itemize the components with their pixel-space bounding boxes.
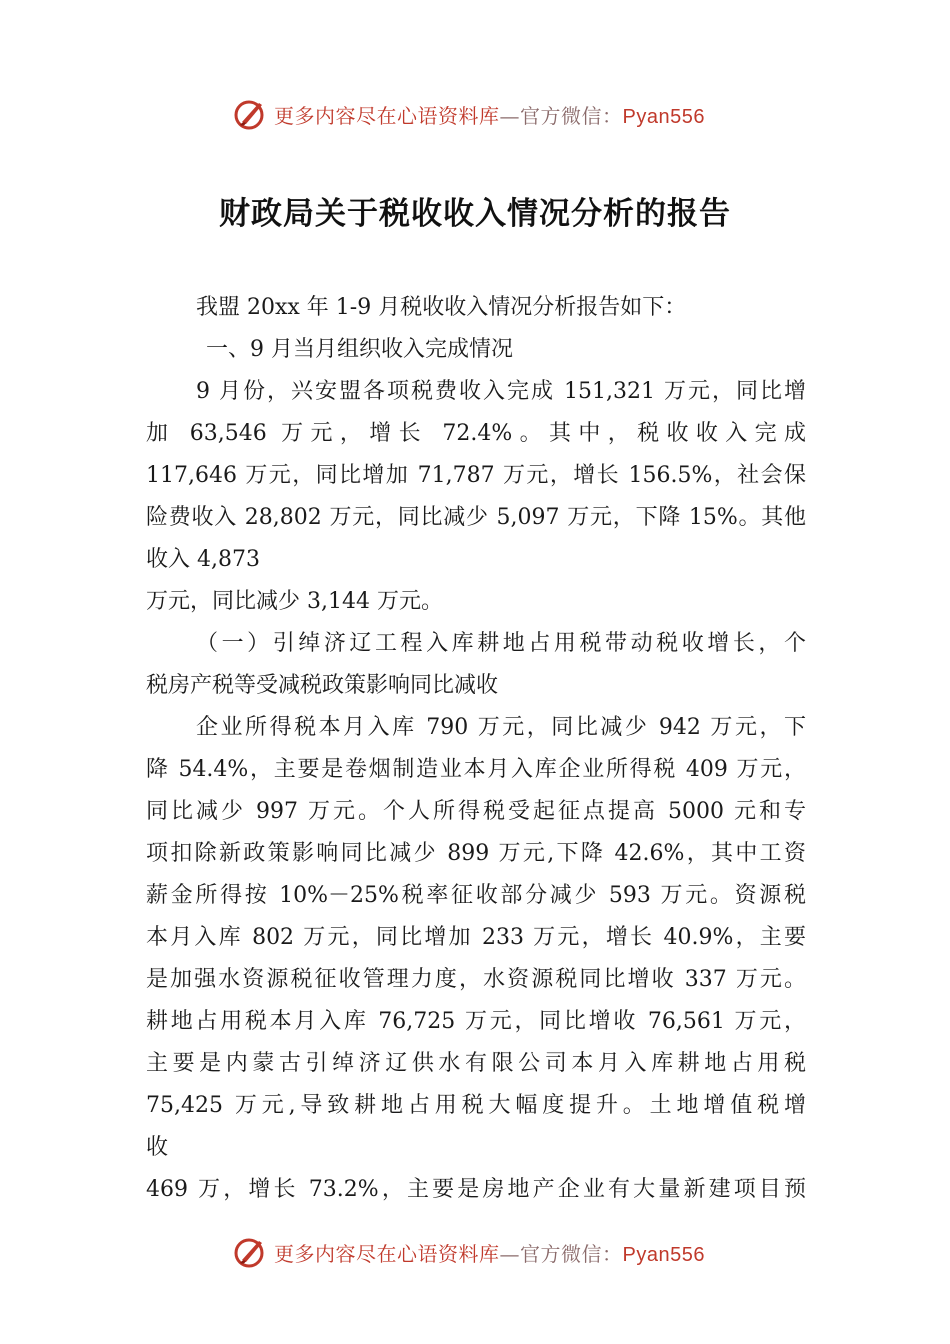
watermark-wechat-label: —官方微信： [499,103,623,128]
paragraph-line: 薪金所得按 10%－25%税率征收部分减少 593 万元。资源税 [146,883,806,908]
paragraph-line: 469 万，增长 73.2%，主要是房地产企业有大量新建项目预 [146,1177,806,1202]
paragraph-line: 加 63,546 万元，增长 72.4%。其中，税收收入完成 [146,421,806,446]
watermark-banner-bottom [232,1232,732,1272]
paragraph-line: 主要是内蒙古引绰济辽供水有限公司本月入库耕地占用税 [146,1051,806,1076]
brush-logo-icon [232,96,268,132]
watermark-wechat-label: —官方微信： [499,1241,623,1266]
watermark-banner-top [232,94,732,134]
paragraph-line: 本月入库 802 万元，同比增加 233 万元，增长 40.9%，主要 [146,925,806,950]
intro-line: 我盟 20xx 年 1-9 月税收收入情况分析报告如下： [196,295,687,320]
subsection-heading-1-cont: 税房产税等受减税政策影响同比减收 [146,673,499,698]
section-heading-1: 一、9 月当月组织收入完成情况 [206,337,513,362]
watermark-site-name: 更多内容尽在心语资料库 [274,1241,500,1266]
document-title: 财政局关于税收收入情况分析的报告 [219,196,731,232]
paragraph-line: 75,425 万元,导致耕地占用税大幅度提升。土地增值税增 [146,1093,806,1118]
watermark-wechat-id: Pyan556 [622,105,705,128]
paragraph-line: 耕地占用税本月入库 76,725 万元，同比增收 76,561 万元， [146,1009,806,1034]
paragraph-line: 117,646 万元，同比增加 71,787 万元，增长 156.5%，社会保 [146,463,806,488]
paragraph-line: 是加强水资源税征收管理力度，水资源税同比增收 337 万元。 [146,967,806,992]
paragraph-line: 企业所得税本月入库 790 万元，同比减少 942 万元，下 [196,715,806,740]
watermark-text [274,100,705,129]
paragraph-line: 收入 4,873 [146,547,260,572]
watermark-wechat-id: Pyan556 [622,1243,705,1266]
paragraph-line: 同比减少 997 万元。个人所得税受起征点提高 5000 元和专 [146,799,806,824]
watermark-text [274,1238,705,1267]
paragraph-line: 9 月份，兴安盟各项税费收入完成 151,321 万元，同比增 [196,379,806,404]
paragraph-line: 万元，同比减少 3,144 万元。 [146,589,443,614]
paragraph-line: 项扣除新政策影响同比减少 899 万元,下降 42.6%，其中工资 [146,841,806,866]
subsection-heading-1: （一）引绰济辽工程入库耕地占用税带动税收增长，个 [196,631,806,656]
paragraph-line: 收 [146,1135,169,1160]
paragraph-line: 险费收入 28,802 万元，同比减少 5,097 万元，下降 15%。其他 [146,505,806,530]
paragraph-line: 降 54.4%，主要是卷烟制造业本月入库企业所得税 409 万元， [146,757,806,782]
watermark-site-name: 更多内容尽在心语资料库 [274,103,500,128]
brush-logo-icon [232,1234,268,1270]
